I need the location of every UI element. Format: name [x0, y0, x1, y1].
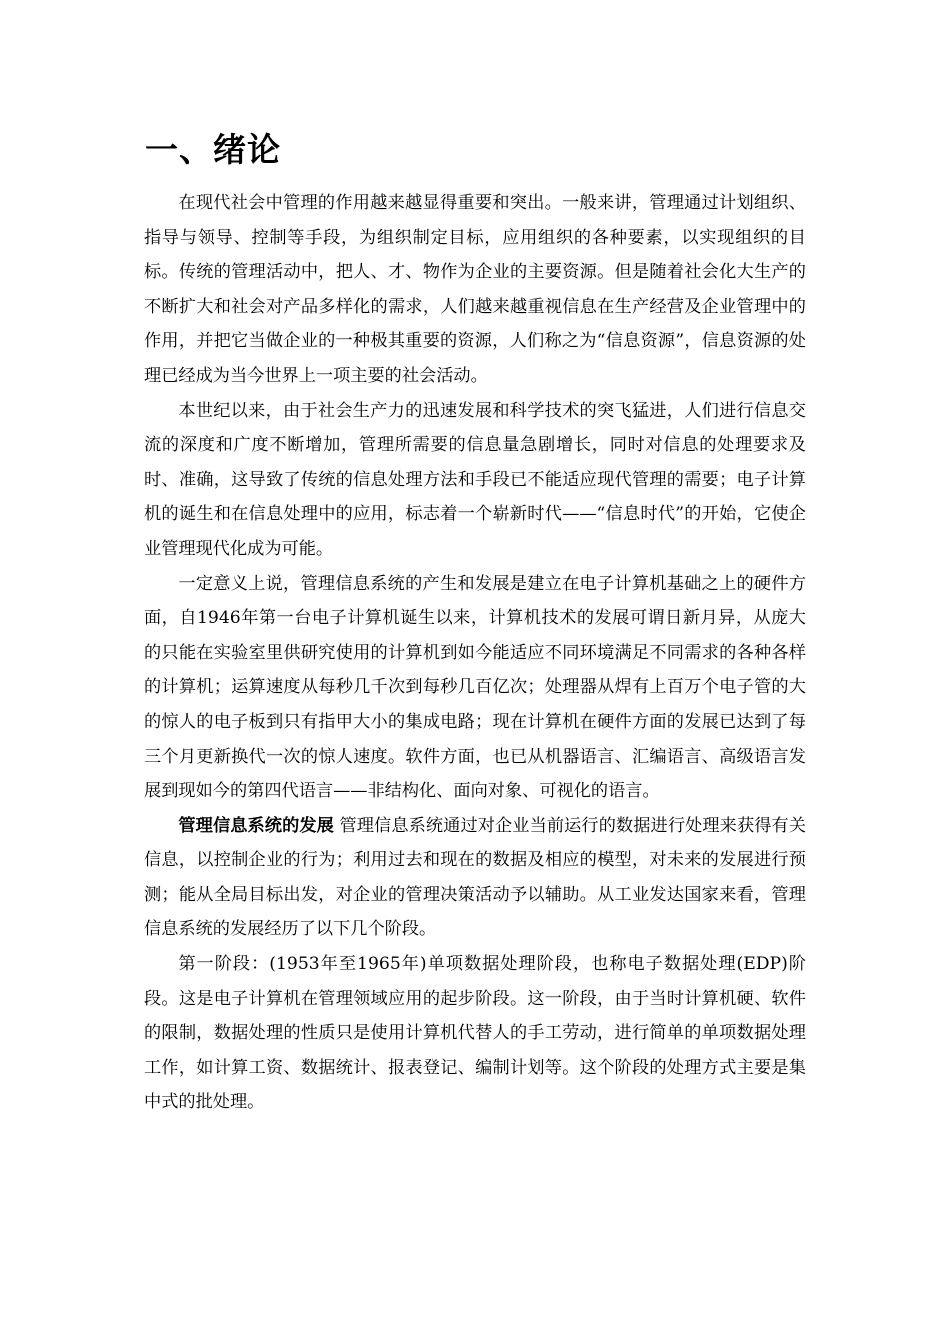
- paragraph-hardware-software: [144, 567, 806, 809]
- paragraph-text: 第一阶段：(1953年至1965年)单项数据处理阶段，也称电子数据处理(EDP)阶段。这是电子计算机在管理领域应用的起步阶段。这一阶段，由于当时计算机硬、软件的限制，数据处理的性质只是使用计算机代替人的手工劳动，进行简单的单项数据处理工作，如计算工资、数据统计、报表登记、编制计划等。这个阶段的处理方式主要是集中式的批处理。: [144, 954, 806, 1113]
- paragraph-lead-term: 管理信息系统的发展: [178, 815, 334, 836]
- paragraph-stage-one: [144, 947, 806, 1120]
- document-body: [144, 186, 806, 1120]
- paragraph-intro: [144, 186, 806, 394]
- paragraph-text: 在现代社会中管理的作用越来越显得重要和突出。一般来讲，管理通过计划组织、指导与领导、控制等手段，为组织制定目标，应用组织的各种要素，以实现组织的目标。传统的管理活动中，把人、才、物作为企业的主要资源。但是随着社会化大生产的不断扩大和社会对产品多样化的需求，人们越来越重视信息在生产经营及企业管理中的作用，并把它当做企业的一种极其重要的资源，人们称之为“信息资源”，信息资源的处理已经成为当今世界上一项主要的社会活动。: [144, 193, 806, 386]
- paragraph-information-age: [144, 394, 806, 567]
- section-heading: 一、绪论: [145, 130, 281, 169]
- paragraph-text: 管理信息系统通过对企业当前运行的数据进行处理来获得有关信息，以控制企业的行为；利用过去和现在的数据及相应的模型，对未来的发展进行预测；能从全局目标出发，对企业的管理决策活动予以辅助。从工业发达国家来看，管理信息系统的发展经历了以下几个阶段。: [144, 815, 806, 940]
- paragraph-text: 本世纪以来，由于社会生产力的迅速发展和科学技术的突飞猛进，人们进行信息交流的深度和广度不断增加，管理所需要的信息量急剧增长，同时对信息的处理要求及时、准确，这导致了传统的信息处理方法和手段已不能适应现代管理的需要；电子计算机的诞生和在信息处理中的应用，标志着一个崭新时代——“信息时代”的开始，它使企业管理现代化成为可能。: [144, 400, 806, 559]
- paragraph-text: 一定意义上说，管理信息系统的产生和发展是建立在电子计算机基础之上的硬件方面，自1946年第一台电子计算机诞生以来，计算机技术的发展可谓日新月异，从庞大的只能在实验室里供研究使用的计算机到如今能适应不同环境满足不同需求的各种各样的计算机；运算速度从每秒几千次到每秒几百亿次；处理器从焊有上百万个电子管的大的惊人的电子板到只有指甲大小的集成电路；现在计算机在硬件方面的发展已达到了每三个月更新换代一次的惊人速度。软件方面，也已从机器语言、汇编语言、高级语言发展到现如今的第四代语言——非结构化、面向对象、可视化的语言。: [144, 573, 806, 802]
- paragraph-mis-development: [144, 809, 806, 947]
